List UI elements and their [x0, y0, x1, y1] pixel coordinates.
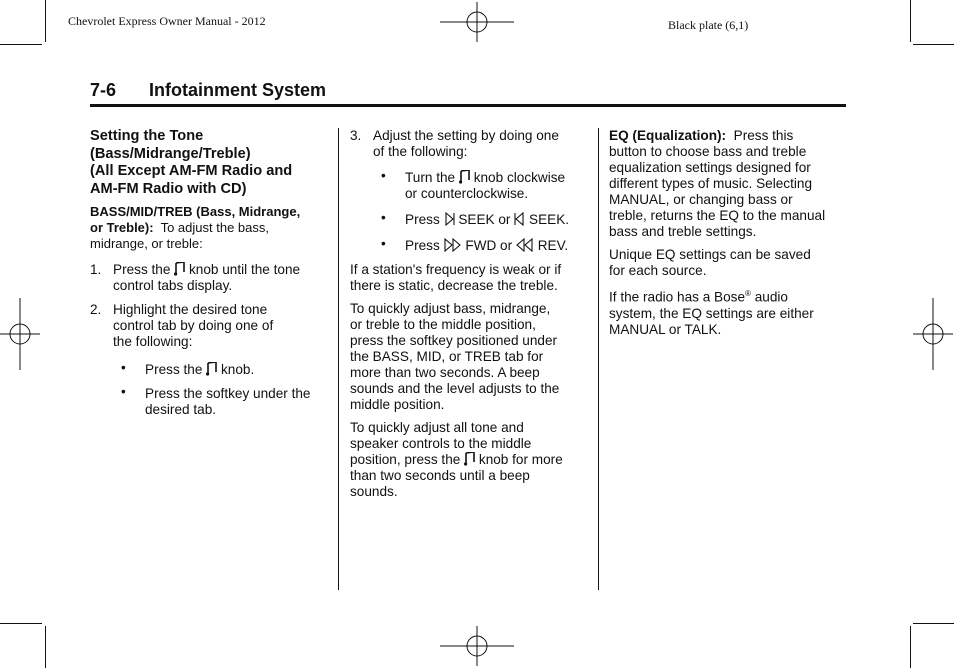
column-rule — [338, 128, 339, 590]
rewind-icon — [516, 238, 534, 252]
seek-down-icon — [514, 212, 525, 226]
paragraph: To quickly adjust all tone and speaker controls to the middle position, press the knob for more than two seconds until a beep sounds. — [350, 420, 563, 499]
bullet-item: • Press SEEK or SEEK. — [381, 210, 570, 227]
section-title: Infotainment System — [149, 80, 327, 100]
tune-knob-icon — [464, 452, 475, 466]
column-3 — [609, 128, 849, 345]
paragraph: Unique EQ settings can be saved for each source. — [609, 247, 811, 278]
paragraph: To quickly adjust bass, midrange, or treble to the middle position, press the softkey positioned under the BASS, MID, or TREB tab for more than two seconds. A beep sounds and the level adjusts to the middle position. — [350, 301, 560, 412]
crop-mark — [913, 623, 954, 624]
crop-mark — [0, 44, 42, 45]
crop-mark — [45, 0, 46, 42]
eq-paragraph: EQ (Equalization): Press this button to choose bass and treble equalization settings designed for different types of music. Selecting MANUAL, or changing bass or treble, returns the EQ to the manual bass and treble settings. — [609, 128, 826, 239]
section-number: 7-6 — [90, 80, 117, 100]
registration-mark — [0, 298, 40, 370]
manual-title: Chevrolet Express Owner Manual - 2012 — [68, 14, 266, 28]
plate-label: Black plate (6,1) — [668, 18, 749, 32]
tune-knob-icon — [459, 170, 470, 184]
registration-mark — [440, 2, 514, 42]
subsection-heading: Setting the Tone (Bass/Midrange/Treble) (All Except AM-FM Radio and AM-FM Radio with CD) — [90, 128, 293, 197]
paragraph: If the radio has a Bose® audio system, the EQ settings are either MANUAL or TALK. — [609, 289, 814, 337]
bullet-item: • Press FWD or REV. — [381, 236, 569, 253]
step-item: 1. Press the knob until the tone control tabs display. — [90, 262, 301, 293]
fast-forward-icon — [444, 238, 462, 252]
column-2 — [350, 128, 590, 507]
crop-mark — [913, 44, 954, 45]
registration-mark — [440, 626, 514, 666]
tune-knob-icon — [174, 262, 185, 276]
crop-mark — [0, 623, 42, 624]
paragraph: If a station's frequency is weak or if there is static, decrease the treble. — [350, 262, 562, 293]
bass-mid-treb-paragraph: BASS/MID/TREB (Bass, Midrange, or Treble): To adjust the bass, midrange, or treble: — [90, 204, 301, 251]
term-label: or Treble): — [90, 220, 154, 235]
crop-mark — [45, 626, 46, 668]
bullet-item: • Press the knob. — [121, 360, 255, 377]
step-item: 2. Highlight the desired tone control tab by doing one of the following: — [90, 302, 274, 349]
column-1 — [90, 128, 330, 426]
crop-mark — [910, 0, 911, 42]
crop-mark — [910, 626, 911, 668]
registration-mark — [913, 298, 953, 370]
term-label: BASS/MID/TREB (Bass, Midrange, — [90, 204, 301, 219]
tune-knob-icon — [206, 362, 217, 376]
bullet-item: • Turn the knob clockwise or counterclockwise. — [381, 168, 566, 201]
bullet-item: • Press the softkey under the desired tab. — [121, 384, 311, 417]
column-rule — [598, 128, 599, 590]
step-item: 3. Adjust the setting by doing one of the following: — [350, 128, 559, 159]
seek-up-icon — [444, 212, 455, 226]
registered-mark: ® — [745, 289, 751, 298]
section-heading — [90, 80, 846, 107]
term-label: EQ (Equalization): — [609, 128, 727, 143]
